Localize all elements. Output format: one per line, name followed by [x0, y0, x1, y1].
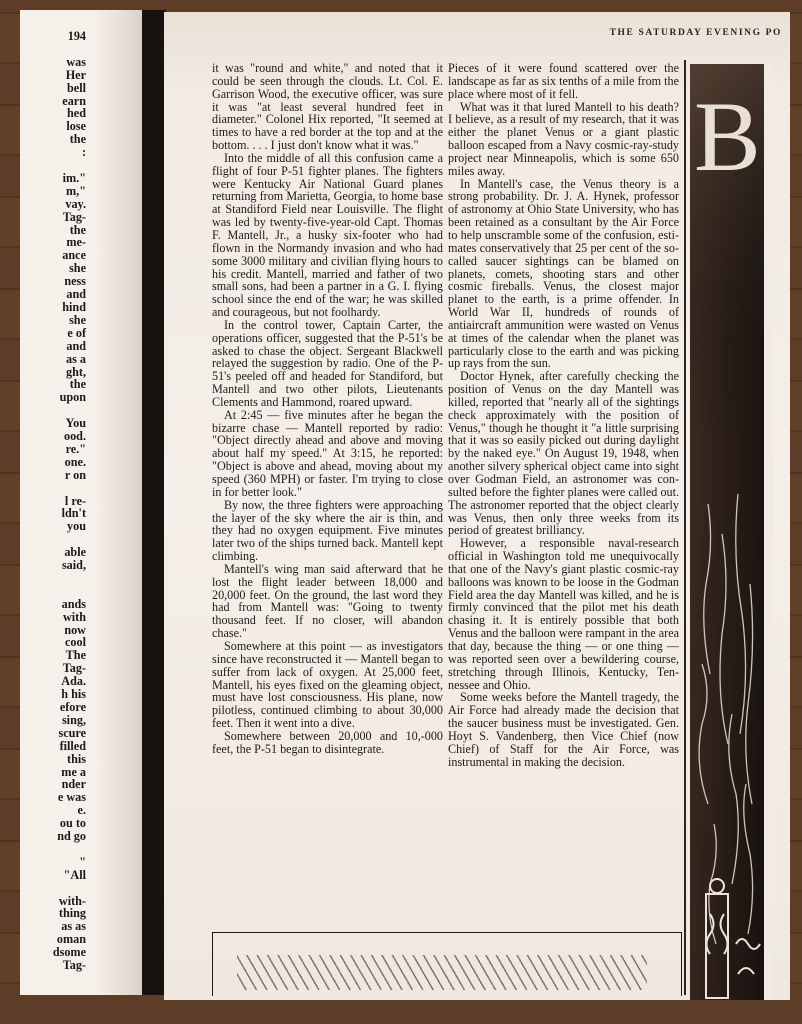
text-fragment-line: ood. [63, 429, 86, 444]
text-fragment-line: ance [62, 248, 86, 263]
text-fragment-line: ght, [66, 364, 86, 379]
article-paragraph: Some weeks before the Mantell tragedy, the Air Force had already made the decision that the saucer business must be investigated. Gen. Hoyt S. Vandenberg, then Vice Chief (now Chief) of Staff for the Air Force, was instrumental in making the decision. [448, 690, 679, 769]
text-fragment-line: vay. [65, 196, 86, 211]
text-fragment-line: me a [61, 764, 86, 779]
text-fragment-line: the [69, 132, 86, 147]
text-fragment-line: lose [66, 119, 86, 134]
text-fragment-line: ness [64, 274, 86, 289]
text-fragment-line: r on [64, 467, 86, 482]
text-fragment-line: e was [57, 790, 86, 805]
text-fragment-line: e of [67, 325, 86, 340]
article-paragraph: Somewhere between 20,000 and 10,-000 feet, the P-51 began to disintegrate. [212, 728, 443, 756]
text-fragment-line: the [69, 222, 86, 237]
article-paragraph: Doctor Hynek, after carefully checking the position of Venus on the day Mantell was killed, reported that "nearly all of the sightings check approximately with the position of Venus," though he thought it "a little surprising that it was so easily picked out during daylight by the naked eye." On August 19, 1948, when another silvery spherical object came into sight over Godman Field, an astronomer was consulted before the fighter planes were called out. The astronomer reported that the object clearly was Venus, then only three weeks from its period of greatest brilliancy. [448, 369, 679, 538]
text-fragment-line: ldn't [61, 506, 86, 521]
text-fragment-line [53, 43, 86, 56]
article-paragraph: By now, the three fighters were approaching the layer of the sky where the air is thin, and they had no oxygen equipment. Five minutes later two of the ships turned back. Mantell kept climbing. [212, 497, 443, 564]
page-gutter-shadow [142, 10, 166, 995]
text-fragment-line: nder [61, 777, 86, 792]
article-column-1 [212, 62, 443, 756]
text-fragment-line: e. [77, 803, 86, 818]
article-column-2 [448, 62, 679, 768]
text-fragment-line: she [69, 261, 86, 276]
text-fragment-line: hind [62, 300, 86, 314]
text-fragment-line: cool [65, 635, 86, 650]
text-fragment-line: 194 [67, 29, 86, 43]
text-fragment-line: as a [66, 351, 86, 366]
article-paragraph: At 2:45 — five minutes after he began the bizarre chase — Mantell reported by radio: "Object directly ahead and above and moving about half my speed." At 3:15, he reported: "Object is above and ahead, moving about my speed (360 MPH) or faster. I'm trying to close in for better look." [212, 407, 443, 499]
text-fragment-line: : [81, 145, 86, 160]
text-fragment-line: she [69, 312, 86, 327]
text-fragment-line: im." [62, 170, 86, 185]
running-head: THE SATURDAY EVENING PO [609, 28, 782, 38]
text-fragment-line: me- [66, 235, 86, 250]
text-fragment-line: h his [61, 687, 86, 702]
text-fragment-line: bell [67, 80, 86, 95]
text-fragment-line: hed [67, 106, 86, 121]
text-fragment-line: was [66, 54, 86, 69]
text-fragment-line: said, [61, 558, 86, 573]
hatched-caption-box [212, 932, 682, 996]
article-paragraph: it was "round and white," and noted that it could be seen through the clouds. Lt. Col. E. Garrison Wood, the executive officer, was sure it was "at least several hundred feet in diameter." Colonel Hix reported, "It seemed at times to have a red border at the top and at the bottom. . . . I just don't know what it was." [212, 61, 443, 153]
article-paragraph: Somewhere at this point — as investigators since have reconstructed it — Mantell began to suffer from lack of oxygen. At 25,000 feet, Mantell, his eyes fixed on the gleaming object, must have lost consciousness. His plane, now pilotless, continued climbing to about 30,000 feet. Then it went into a dive. [212, 638, 443, 731]
text-fragment-line: as as [61, 919, 86, 934]
text-fragment-line: this [67, 751, 86, 766]
magazine-page [164, 12, 790, 1000]
text-fragment-line [53, 572, 86, 585]
text-fragment-line: Her [65, 67, 86, 82]
left-page-text-fragments [53, 30, 86, 972]
text-fragment-line: with- [58, 893, 86, 908]
text-fragment-line: l re- [64, 493, 86, 508]
text-fragment-line [53, 843, 86, 856]
text-fragment-line: and [66, 338, 86, 353]
illustration-letter: B [694, 81, 761, 192]
text-fragment-line: upon [59, 390, 86, 405]
text-fragment-line: one. [64, 454, 86, 469]
text-fragment-line [53, 482, 86, 495]
article-paragraph: Pieces of it were found scattered over the landscape as far as six tenths of a mile from the place where most of it fell. [448, 61, 679, 101]
text-fragment-line: Tag- [62, 209, 86, 224]
text-fragment-line: " [79, 854, 86, 869]
text-fragment-line: thing [58, 906, 86, 921]
text-fragment-line [53, 159, 86, 172]
text-fragment-line: now [64, 622, 86, 637]
article-paragraph: Mantell's wing man said afterward that he lost the flight leader between 18,000 and 20,000 feet. On the ground, the last word they had from Mantell was: "Going to twenty thousand feet. If no closer, will abandon chase." [212, 561, 443, 641]
left-page-fragment [20, 10, 144, 995]
article-paragraph: In the control tower, Captain Carter, the operations officer, suggested that the P-51's be asked to chase the object. Sergeant Blackwell relayed the suggestion by radio. One of the P-51's peeled off and headed for Standiford, but Mantell and two other pilots, Lieutenants Clements and Hammond, roared upward. [212, 317, 443, 409]
article-paragraph: However, a responsible naval-research official in Washington told me unequivocally that one of the Navy's giant plastic cosmic-ray balloons was known to be loose in the Godman Field area the day Mantell was killed, and he is firmly convinced that the pilot met his death chasing it. It is entirely possible that both Venus and the balloon were rampant in the area that day, because the thing — or one thing — was reported seen over a bewildering course, stretching through Illinois, Kentucky, Tennessee and Ohio. [448, 536, 679, 692]
text-fragment-line: nd go [57, 829, 86, 844]
illustration-panel [688, 64, 774, 1000]
text-fragment-line: filled [59, 738, 86, 753]
article-paragraph: What was it that lured Mantell to his death? I believe, as a result of my research, that it was either the planet Venus or a giant plastic balloon escaped from a Navy cosmic-ray-study project near Minneapolis, which is some 650 miles away. [448, 99, 679, 178]
text-fragment-line [53, 585, 86, 598]
text-fragment-line [53, 882, 86, 895]
text-fragment-line: Tag- [62, 958, 86, 973]
column-rule [684, 60, 686, 995]
illustration-image [688, 64, 774, 1000]
text-fragment-line: scure [58, 725, 86, 740]
text-fragment-line: ands [61, 596, 86, 611]
text-fragment-line: dsome [52, 945, 86, 960]
text-fragment-line: able [64, 545, 86, 560]
text-fragment-line: oman [56, 932, 86, 947]
text-fragment-line: and [66, 287, 86, 302]
text-fragment-line: sing, [61, 712, 86, 727]
text-fragment-line: The [65, 648, 86, 663]
text-fragment-line: earn [62, 93, 86, 108]
text-fragment-line: "All [63, 867, 86, 882]
article-paragraph: Into the middle of all this confusion came a flight of four P-51 fighter planes. The fighters were Kentucky Air National Guard planes returning from Marietta, Georgia, to home base at Standiford Field near Louisville. The flight was led by twenty-five-year-old Capt. Thomas F. Mantell, Jr., a husky six-footer who had flown in the Normandy invasion and who had some 3000 military and civilian flying hours to his credit. Mantell, married and father of two small sons, had been a partner in a G. I. flying school since the end of the war; he was skilled and courageous, but not foolhardy. [212, 150, 443, 320]
text-fragment-line: ou to [59, 816, 86, 831]
article-paragraph: In Mantell's case, the Venus theory is a strong probability. Dr. J. A. Hynek, professor of astronomy at Ohio State University, who has been retained as a consultant by the Air Force to help unscramble some of the confusion, estimates conservatively that 25 per cent of the so-called saucer sightings can be blamed on planets, comets, shooting stars and other cosmic fireballs. Venus, the closest major planet to the earth, is a prime offender. In World War II, hundreds of rounds of antiaircraft ammunition were wasted on Venus at times of the calendar when the planet was particularly close to the earth and was picking up rays from the sun. [448, 176, 679, 371]
text-fragment-line: re." [65, 441, 86, 456]
text-fragment-line: the [69, 377, 86, 392]
text-fragment-line: Tag- [62, 661, 86, 676]
text-fragment-line: You [65, 416, 86, 431]
text-fragment-line: efore [59, 700, 86, 715]
text-fragment-line: Ada. [61, 674, 86, 689]
text-fragment-line: you [67, 519, 86, 534]
text-fragment-line: m," [66, 183, 86, 198]
text-fragment-line: with [62, 609, 86, 624]
